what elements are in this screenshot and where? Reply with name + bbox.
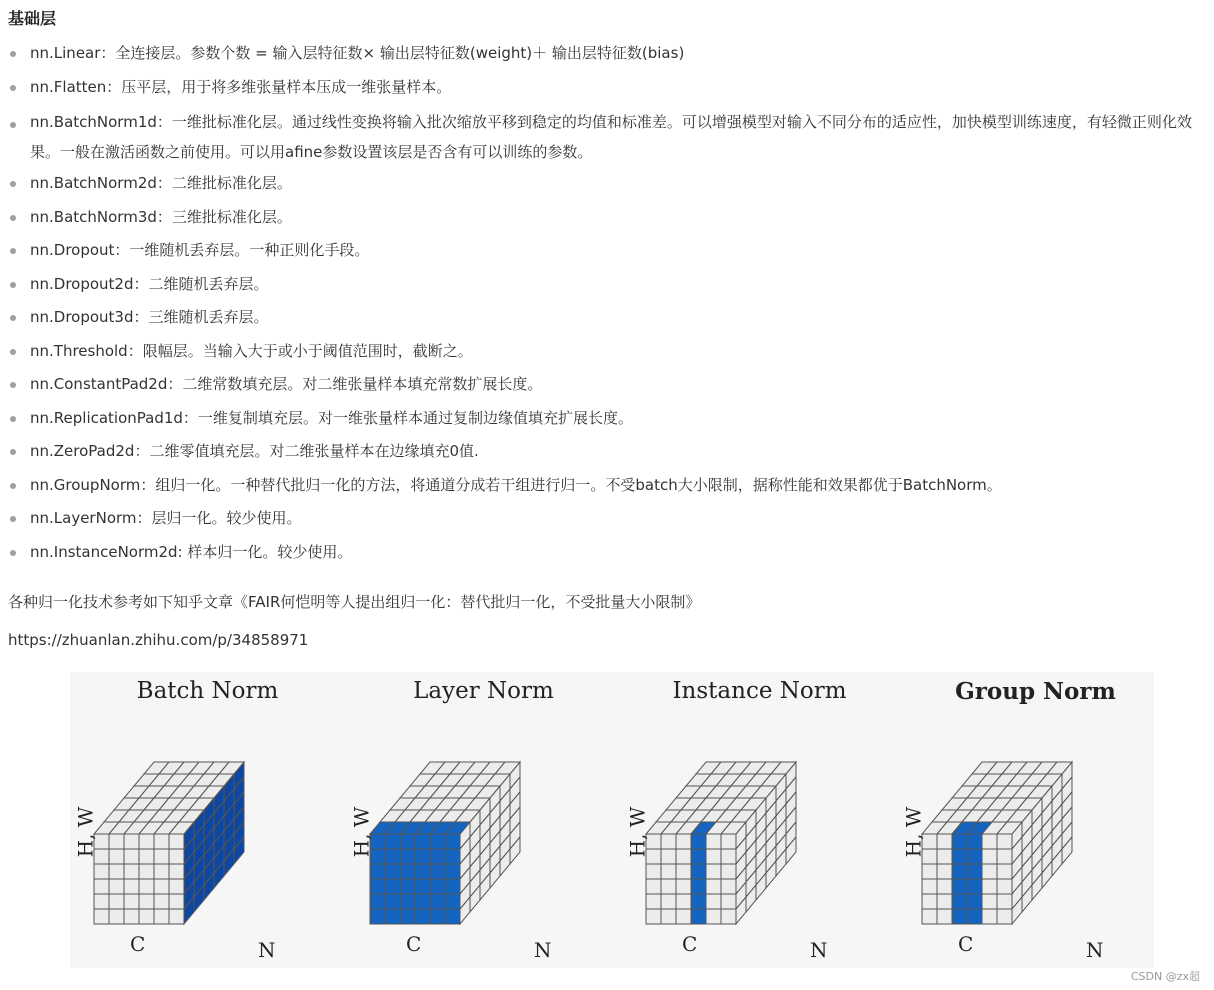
layer-list xyxy=(0,37,1214,569)
cube-cell xyxy=(922,879,937,894)
axis-label-c: C xyxy=(958,932,974,956)
reference-url[interactable]: https://zhuanlan.zhihu.com/p/34858971 xyxy=(8,631,309,649)
layer-list-item-text: nn.InstanceNorm2d: 样本归一化。较少使用。 xyxy=(30,542,353,561)
cube-cell xyxy=(400,894,415,909)
cube-cell xyxy=(952,834,967,849)
axis-label-n: N xyxy=(258,938,276,962)
cube-cell xyxy=(721,864,736,879)
axis-label-n: N xyxy=(1086,938,1104,962)
axis-label-n: N xyxy=(534,938,552,962)
cube-cell xyxy=(154,864,169,879)
cube-diagram xyxy=(622,712,897,968)
cube-cell xyxy=(430,864,445,879)
layer-list-item xyxy=(0,469,1214,503)
layer-list-item xyxy=(0,104,1214,167)
cube-cell xyxy=(124,879,139,894)
bullet-icon xyxy=(10,282,16,288)
cube-cell xyxy=(415,894,430,909)
cube-cell xyxy=(982,834,997,849)
cube-cell xyxy=(139,894,154,909)
cube-cell xyxy=(139,849,154,864)
cube-cell xyxy=(676,879,691,894)
panel-title: Batch Norm xyxy=(136,678,279,704)
cube-cell xyxy=(997,879,1012,894)
cube-cell xyxy=(109,894,124,909)
cube-cell xyxy=(967,849,982,864)
cube-cell xyxy=(139,909,154,924)
cube-cell xyxy=(676,849,691,864)
cube-cell xyxy=(415,909,430,924)
cube-cell xyxy=(937,909,952,924)
cube-cell xyxy=(982,849,997,864)
section-heading: 基础层 xyxy=(8,9,57,28)
cube-cell xyxy=(721,834,736,849)
cube-cell xyxy=(154,894,169,909)
cube-cell xyxy=(646,909,661,924)
layer-list-item-text: nn.BatchNorm3d：三维批标准化层。 xyxy=(30,207,292,226)
cube-cell xyxy=(997,834,1012,849)
layer-list-item-text: nn.ZeroPad2d：二维零值填充层。对二维张量样本在边缘填充0值. xyxy=(30,442,479,460)
cube-cell xyxy=(721,909,736,924)
figure-panel xyxy=(622,672,897,968)
cube-cell xyxy=(169,879,184,894)
cube-cell xyxy=(124,909,139,924)
cube-cell xyxy=(400,834,415,849)
cube-cell xyxy=(430,849,445,864)
bullet-icon xyxy=(10,315,16,321)
cube-cell xyxy=(646,864,661,879)
cube-cell xyxy=(400,849,415,864)
cube-cell xyxy=(967,864,982,879)
cube-cell xyxy=(706,864,721,879)
bullet-icon xyxy=(10,516,16,522)
layer-list-item-text: nn.Flatten：压平层，用于将多维张量样本压成一维张量样本。 xyxy=(30,77,452,96)
bullet-icon xyxy=(10,85,16,91)
layer-list-item-text: nn.Dropout3d：三维随机丢弃层。 xyxy=(30,308,269,326)
cube-cell xyxy=(937,894,952,909)
bullet-icon xyxy=(10,181,16,187)
cube-cell xyxy=(370,864,385,879)
cube-cell xyxy=(124,864,139,879)
cube-cell xyxy=(706,849,721,864)
cube-cell xyxy=(706,834,721,849)
layer-list-item-text: nn.GroupNorm：组归一化。一种替代批归一化的方法，将通道分成若干组进行归一。不受batch大小限制，据称性能和效果都优于BatchNorm。 xyxy=(30,475,1002,494)
cube-cell xyxy=(385,849,400,864)
cube-cell xyxy=(982,909,997,924)
cube-cell xyxy=(124,834,139,849)
axis-label-c: C xyxy=(406,932,422,956)
cube-cell xyxy=(691,894,706,909)
cube-diagram xyxy=(70,712,345,968)
cube-cell xyxy=(124,894,139,909)
reference-text: 各种归一化技术参考如下知乎文章《FAIR何恺明等人提出组归一化：替代批归一化，不受批量大小限制》 xyxy=(8,593,701,611)
cube-cell xyxy=(430,834,445,849)
layer-list-item xyxy=(0,167,1214,201)
cube-diagram xyxy=(898,712,1173,968)
layer-list-item xyxy=(0,268,1214,302)
cube-cell xyxy=(430,879,445,894)
cube-cell xyxy=(385,909,400,924)
axis-label-hw: H, W xyxy=(625,806,650,858)
cube-cell xyxy=(445,879,460,894)
cube-cell xyxy=(937,864,952,879)
cube-cell xyxy=(997,894,1012,909)
layer-list-item-text: nn.ConstantPad2d：二维常数填充层。对二维张量样本填充常数扩展长度。 xyxy=(30,375,543,393)
cube-cell xyxy=(952,864,967,879)
cube-cell xyxy=(415,849,430,864)
watermark: CSDN @zx超 xyxy=(1130,970,1200,983)
cube-cell xyxy=(109,879,124,894)
bullet-icon xyxy=(10,215,16,221)
cube-cell xyxy=(385,834,400,849)
cube-cell xyxy=(430,909,445,924)
cube-cell xyxy=(937,849,952,864)
cube-cell xyxy=(370,909,385,924)
layer-list-item xyxy=(0,536,1214,570)
cube-cell xyxy=(676,909,691,924)
cube-cell xyxy=(706,879,721,894)
cube-cell xyxy=(94,894,109,909)
bullet-icon xyxy=(10,483,16,489)
cube-cell xyxy=(169,894,184,909)
cube-cell xyxy=(661,909,676,924)
bullet-icon xyxy=(10,550,16,556)
cube-cell xyxy=(154,909,169,924)
panel-title: Layer Norm xyxy=(413,678,554,704)
cube-cell xyxy=(370,879,385,894)
layer-list-item-text: nn.BatchNorm2d：二维批标准化层。 xyxy=(30,174,292,192)
cube-cell xyxy=(967,909,982,924)
axis-label-hw: H, W xyxy=(73,806,98,858)
cube-cell xyxy=(94,909,109,924)
cube-cell xyxy=(721,849,736,864)
cube-cell xyxy=(922,909,937,924)
layer-list-item xyxy=(0,301,1214,335)
cube-cell xyxy=(691,909,706,924)
cube-cell xyxy=(445,849,460,864)
cube-cell xyxy=(691,849,706,864)
figure-panel xyxy=(346,672,621,968)
cube-cell xyxy=(385,894,400,909)
cube-cell xyxy=(430,894,445,909)
layer-list-item xyxy=(0,71,1214,105)
cube-cell xyxy=(661,864,676,879)
cube-cell xyxy=(169,834,184,849)
cube-cell xyxy=(661,894,676,909)
cube-cell xyxy=(646,894,661,909)
cube-cell xyxy=(706,894,721,909)
layer-list-item xyxy=(0,402,1214,436)
cube-cell xyxy=(154,834,169,849)
cube-cell xyxy=(661,879,676,894)
axis-label-hw: H, W xyxy=(901,806,926,858)
cube-cell xyxy=(982,894,997,909)
figure-panel xyxy=(898,672,1173,968)
cube-cell xyxy=(646,879,661,894)
cube-cell xyxy=(124,849,139,864)
cube-cell xyxy=(661,849,676,864)
layer-list-item-text: nn.ReplicationPad1d：一维复制填充层。对一维张量样本通过复制边缘值填充扩展长度。 xyxy=(30,408,633,427)
cube-diagram xyxy=(346,712,621,968)
cube-cell xyxy=(154,849,169,864)
bullet-icon xyxy=(10,349,16,355)
cube-cell xyxy=(967,879,982,894)
cube-cell xyxy=(997,849,1012,864)
cube-cell xyxy=(109,849,124,864)
layer-list-item xyxy=(0,37,1214,71)
cube-cell xyxy=(385,864,400,879)
cube-cell xyxy=(400,864,415,879)
layer-list-item-text: nn.Dropout2d：二维随机丢弃层。 xyxy=(30,274,269,293)
cube-cell xyxy=(109,909,124,924)
bullet-icon xyxy=(10,416,16,422)
cube-cell xyxy=(952,909,967,924)
cube-cell xyxy=(109,864,124,879)
cube-cell xyxy=(967,834,982,849)
cube-cell xyxy=(415,864,430,879)
bullet-icon xyxy=(10,51,16,57)
cube-cell xyxy=(415,834,430,849)
layer-list-item-text: nn.Dropout：一维随机丢弃层。一种正则化手段。 xyxy=(30,241,370,259)
layer-list-item-text: nn.BatchNorm1d：一维批标准化层。通过线性变换将输入批次缩放平移到稳定的均值和标准差。可以增强模型对输入不同分布的适应性，加快模型训练速度，有轻微正则化效果。一般在激活函数之前使用。可以用afine参数设置该层是否含有可以训练的参数。 xyxy=(30,113,1192,161)
axis-label-hw: H, W xyxy=(349,806,374,858)
cube-cell xyxy=(952,879,967,894)
cube-cell xyxy=(922,894,937,909)
cube-cell xyxy=(370,894,385,909)
cube-cell xyxy=(997,909,1012,924)
layer-list-item xyxy=(0,201,1214,235)
layer-list-item xyxy=(0,368,1214,402)
cube-cell xyxy=(94,864,109,879)
layer-list-item xyxy=(0,335,1214,369)
cube-cell xyxy=(676,864,691,879)
cube-cell xyxy=(922,864,937,879)
figure-panel xyxy=(70,672,345,968)
cube-cell xyxy=(997,864,1012,879)
cube-cell xyxy=(169,864,184,879)
cube-cell xyxy=(109,834,124,849)
cube-cell xyxy=(706,909,721,924)
cube-cell xyxy=(445,864,460,879)
panel-title: Group Norm xyxy=(955,678,1116,705)
cube-cell xyxy=(952,894,967,909)
axis-label-c: C xyxy=(130,932,146,956)
cube-cell xyxy=(982,879,997,894)
layer-list-item-text: nn.LayerNorm：层归一化。较少使用。 xyxy=(30,509,302,527)
layer-list-item-text: nn.Threshold：限幅层。当输入大于或小于阈值范围时，截断之。 xyxy=(30,341,473,360)
cube-cell xyxy=(445,894,460,909)
cube-cell xyxy=(937,879,952,894)
cube-cell xyxy=(169,909,184,924)
cube-cell xyxy=(676,894,691,909)
cube-cell xyxy=(937,834,952,849)
cube-cell xyxy=(691,834,706,849)
layer-list-item xyxy=(0,435,1214,469)
layer-list-item xyxy=(0,502,1214,536)
cube-cell xyxy=(400,909,415,924)
panel-title: Instance Norm xyxy=(672,678,847,704)
cube-cell xyxy=(94,879,109,894)
cube-cell xyxy=(952,849,967,864)
cube-cell xyxy=(139,834,154,849)
cube-cell xyxy=(445,909,460,924)
cube-cell xyxy=(691,879,706,894)
cube-cell xyxy=(400,879,415,894)
cube-cell xyxy=(691,864,706,879)
cube-cell xyxy=(721,894,736,909)
axis-label-n: N xyxy=(810,938,828,962)
cube-cell xyxy=(415,879,430,894)
cube-cell xyxy=(169,849,184,864)
bullet-icon xyxy=(10,449,16,455)
cube-cell xyxy=(139,864,154,879)
layer-list-item-text: nn.Linear：全连接层。参数个数 = 输入层特征数× 输出层特征数(weight)＋ 输出层特征数(bias) xyxy=(30,44,685,62)
cube-cell xyxy=(661,834,676,849)
bullet-icon xyxy=(10,248,16,254)
cube-cell xyxy=(676,834,691,849)
axis-label-c: C xyxy=(682,932,698,956)
bullet-icon xyxy=(10,382,16,388)
normalization-figure xyxy=(70,672,1154,968)
cube-cell xyxy=(982,864,997,879)
cube-cell xyxy=(967,894,982,909)
cube-cell xyxy=(445,834,460,849)
bullet-icon xyxy=(10,122,16,128)
cube-cell xyxy=(154,879,169,894)
cube-cell xyxy=(139,879,154,894)
cube-cell xyxy=(721,879,736,894)
cube-cell xyxy=(385,879,400,894)
layer-list-item xyxy=(0,234,1214,268)
